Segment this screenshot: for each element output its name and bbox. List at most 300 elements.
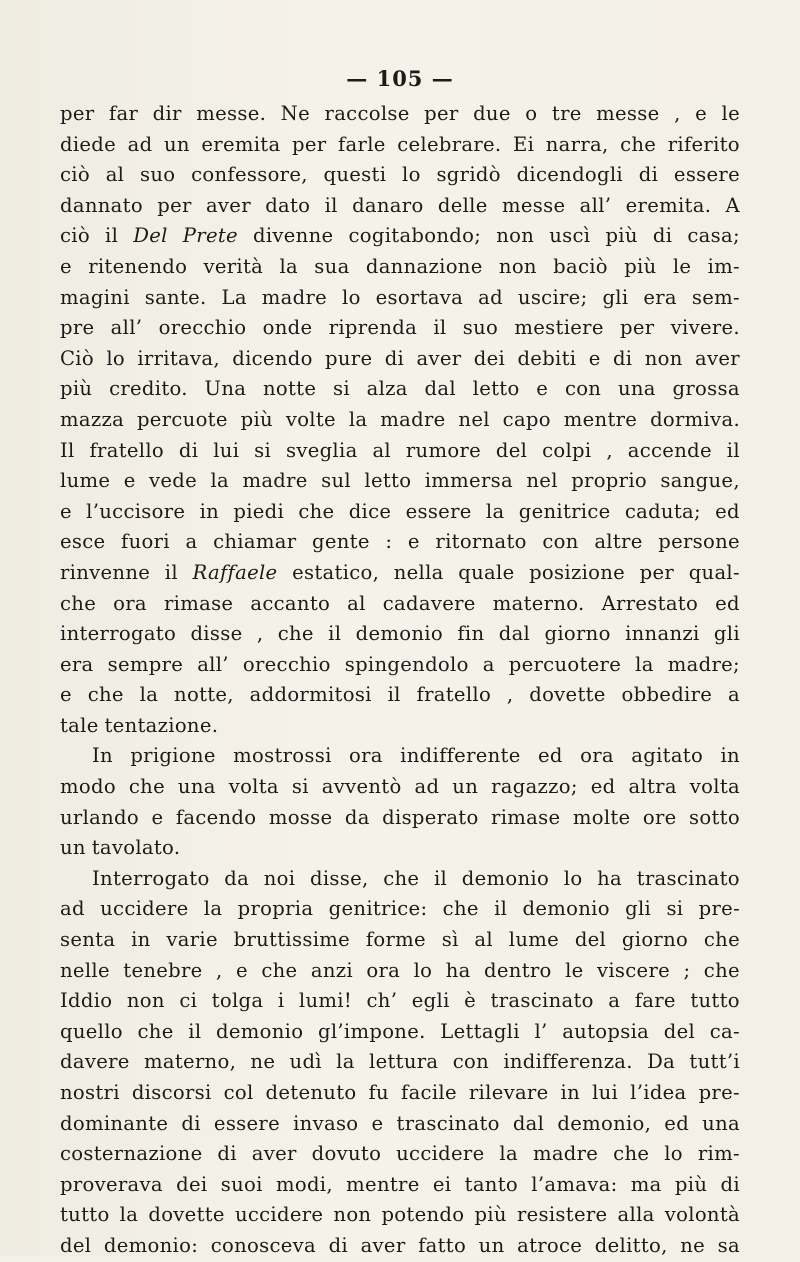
word: uscì [549, 224, 591, 248]
word: mentre [563, 407, 638, 431]
word: , [674, 102, 681, 125]
word: uccidere [396, 1142, 485, 1166]
word: ne [250, 1050, 276, 1074]
text-line [60, 619, 740, 650]
word: non [126, 989, 165, 1013]
word: essere [405, 499, 472, 523]
text-line [60, 436, 740, 467]
word: orecchio [242, 652, 331, 676]
word: esortava [375, 285, 464, 309]
word: genitrice: [328, 897, 428, 921]
word: questi [323, 163, 387, 187]
word: mentre [346, 1172, 420, 1196]
word: dal [512, 1111, 545, 1135]
word: lo [342, 285, 361, 309]
word: indifferente [400, 744, 521, 768]
word: colpi [542, 438, 592, 462]
word: notte, [174, 683, 234, 707]
word: accende [627, 438, 712, 462]
word: far [108, 102, 139, 125]
word: a [608, 989, 621, 1013]
text-line [60, 833, 740, 864]
word: ore [642, 805, 677, 829]
text-line [60, 1139, 740, 1170]
word: al [372, 438, 391, 462]
word: al [347, 591, 366, 615]
word: riprenda [328, 316, 418, 340]
word: viscere [596, 958, 671, 982]
word: lui [213, 438, 240, 462]
word: sangue, [660, 469, 740, 493]
word: un [60, 836, 86, 860]
word: fu [368, 1081, 389, 1104]
word: in [560, 1081, 581, 1104]
word: dentro [484, 958, 552, 982]
word: che [137, 1019, 174, 1043]
word: si [254, 438, 272, 462]
word: dei [176, 1172, 208, 1196]
word: lumi! [298, 989, 353, 1013]
text-line [60, 650, 740, 681]
word: delle [437, 193, 488, 217]
word: ritenendo [88, 254, 188, 278]
word: di [181, 1111, 201, 1135]
word: dovette [148, 1203, 225, 1227]
word: la [485, 499, 505, 523]
word: mazza [60, 407, 125, 431]
word: nel [458, 407, 490, 431]
word: aver [251, 1142, 297, 1166]
word: In [92, 744, 113, 768]
word: addormitosi [249, 683, 372, 707]
text-line [60, 589, 740, 620]
word: da [344, 805, 370, 829]
word: le [672, 254, 692, 278]
word: a [185, 530, 198, 554]
word: urlando [60, 805, 139, 829]
text-line [60, 283, 740, 314]
word: la [499, 1142, 518, 1166]
text-line [60, 344, 740, 375]
word: sua [314, 254, 350, 278]
word: pre- [698, 897, 740, 921]
word: l’idea [630, 1081, 687, 1104]
word: letto [364, 469, 412, 493]
word: senta [60, 928, 116, 952]
word: chiamar [213, 530, 297, 554]
word: ei [432, 1172, 452, 1196]
word: madre [380, 407, 446, 431]
word: tentazione. [104, 713, 219, 737]
word: a [482, 652, 495, 676]
word: facendo [175, 805, 257, 829]
word: del [574, 928, 607, 952]
word: la [119, 1203, 139, 1227]
word: capo [502, 407, 551, 431]
word: rim- [697, 1142, 740, 1166]
word: ed [715, 591, 740, 615]
word: facile [401, 1081, 457, 1104]
word: lo [402, 163, 421, 187]
word: confessore, [191, 163, 308, 187]
word: o [525, 102, 538, 125]
word: e [60, 683, 72, 707]
word: una [702, 1111, 740, 1135]
word: di [217, 1142, 237, 1166]
text-line [60, 221, 740, 252]
word: di [638, 163, 659, 187]
word: verità [203, 254, 264, 278]
word: tenebre [123, 958, 203, 982]
word: la [203, 897, 223, 921]
word: percuote [136, 407, 228, 431]
word: debiti [517, 346, 577, 370]
word: che [277, 622, 314, 646]
word: del [495, 438, 528, 462]
word: credito. [109, 377, 188, 401]
word: baciò [553, 254, 608, 278]
word: : [385, 530, 393, 554]
word: fare [634, 989, 676, 1013]
word: interrogato [60, 622, 177, 646]
word: cadavere [382, 591, 476, 615]
word: ad [60, 897, 85, 921]
word: lo [664, 1142, 683, 1166]
word: la [635, 652, 654, 676]
word: Arrestato [601, 591, 699, 615]
word: posizione [529, 560, 626, 584]
word: sante. [144, 285, 207, 309]
text-line [60, 527, 740, 558]
word: sgridò [436, 163, 501, 187]
word: celebrare. [397, 132, 502, 156]
word: nel [526, 469, 558, 493]
word: di [720, 1172, 740, 1196]
word: narra, [545, 132, 609, 156]
text-line [60, 925, 740, 956]
word: all’ [110, 316, 143, 340]
word: anzi [310, 958, 353, 982]
word: la [139, 683, 159, 707]
word: di [384, 346, 405, 370]
word: più [474, 1203, 507, 1227]
text-line [60, 711, 740, 742]
word: atroce [517, 1233, 583, 1257]
word: tolga [211, 989, 264, 1013]
word: dal [424, 377, 456, 401]
word: piedi [233, 499, 285, 523]
word: sotto [689, 805, 740, 829]
word: ragazzo; [491, 775, 578, 799]
word: non [496, 224, 535, 248]
word: magini [60, 285, 130, 309]
word: tutt’i [689, 1050, 740, 1074]
word: messe [501, 193, 566, 217]
word: notte [262, 377, 317, 401]
word: potendo [381, 1203, 465, 1227]
word: trascinato [636, 866, 740, 890]
word: materno. [492, 591, 585, 615]
word: il [726, 438, 740, 462]
word: al [474, 928, 493, 952]
word: e [371, 1111, 384, 1135]
word: discorsi [131, 1081, 212, 1104]
word: divenne [253, 224, 334, 248]
word: che [620, 132, 657, 156]
word: onde [262, 316, 313, 340]
word: egli [411, 989, 450, 1013]
word: prigione [130, 744, 216, 768]
word: e [695, 102, 708, 125]
word: il [164, 560, 178, 584]
word: Il [60, 438, 75, 462]
word: dovuto [311, 1142, 382, 1166]
word: orecchio [158, 316, 247, 340]
word: di [178, 438, 199, 462]
word: demonio [461, 866, 550, 890]
text-line [60, 741, 740, 772]
word: obbedire [621, 683, 713, 707]
word: più [674, 1172, 708, 1196]
word: Raffaele [192, 560, 278, 584]
word: con [542, 530, 579, 554]
word: demonio [355, 622, 443, 646]
text-line [60, 466, 740, 497]
word: trascinato [490, 989, 594, 1013]
word: spingendolo [344, 652, 469, 676]
word: dominante [60, 1111, 169, 1135]
word: del [663, 1019, 696, 1043]
word: eremita [201, 132, 281, 156]
text-line [60, 772, 740, 803]
word: uscire; [517, 285, 588, 309]
word: fratello [416, 683, 492, 707]
word: dannazione [365, 254, 483, 278]
word: sem- [691, 285, 740, 309]
word: in [199, 499, 220, 523]
word: una [177, 775, 216, 799]
word: con [564, 377, 602, 401]
word: agitato [631, 744, 704, 768]
word: e [123, 469, 136, 493]
word: ad [478, 285, 503, 309]
word: im- [707, 254, 740, 278]
word: si [332, 377, 350, 401]
word: sì [441, 928, 459, 952]
text-line [60, 803, 740, 834]
word: suoi [220, 1172, 263, 1196]
word: l’ [534, 1019, 548, 1043]
word: il [494, 897, 508, 921]
word: la [348, 407, 368, 431]
word: per [157, 193, 192, 217]
word: era [60, 652, 94, 676]
word: pre- [698, 1081, 740, 1104]
text-line [60, 1047, 740, 1078]
word: dannato [60, 193, 143, 217]
word: dal [498, 622, 531, 646]
word: per [619, 316, 655, 340]
word: ci [179, 989, 198, 1013]
word: , [506, 683, 514, 707]
word: modo [60, 775, 116, 799]
word: demonio: [103, 1233, 199, 1257]
word: di [652, 224, 673, 248]
text-line [60, 986, 740, 1017]
word: e [235, 958, 248, 982]
word: il [188, 1019, 202, 1043]
word: nostri [60, 1081, 120, 1104]
word: il [328, 622, 342, 646]
word: ed [538, 744, 563, 768]
word: lo [563, 866, 583, 890]
word: da [224, 866, 250, 890]
word: l’uccisore [86, 499, 186, 523]
word: che [87, 683, 124, 707]
word: delitto, [594, 1233, 668, 1257]
word: tale [60, 713, 99, 737]
word: gli [625, 897, 652, 921]
text-line [60, 160, 740, 191]
word: lettura [369, 1050, 439, 1074]
word: gl’impone. [317, 1019, 426, 1043]
word: rimase [491, 805, 561, 829]
word: caduta; [624, 499, 701, 523]
word: proprio [571, 469, 647, 493]
word: che [60, 591, 97, 615]
word: sa [717, 1233, 740, 1257]
word: il [387, 683, 401, 707]
word: mestiere [514, 316, 604, 340]
word: tavolato. [91, 836, 181, 860]
word: e [60, 499, 72, 523]
word: dice [348, 499, 392, 523]
word: mostrossi [233, 744, 332, 768]
word: A [725, 193, 740, 217]
word: dormiva. [650, 407, 740, 431]
word: ha [445, 958, 471, 982]
word: e [60, 254, 72, 278]
word: fatto [418, 1233, 467, 1257]
word: ed [590, 775, 616, 799]
word: gli [713, 622, 740, 646]
word: sul [321, 469, 351, 493]
word: accanto [250, 591, 331, 615]
word: lo [106, 346, 125, 370]
text-line [60, 864, 740, 895]
word: tre [551, 102, 582, 125]
word: all’ [579, 193, 612, 217]
word: trascinato [396, 1111, 500, 1135]
word: dicendo [232, 346, 313, 370]
word: proverava [60, 1172, 163, 1196]
word: volta [689, 775, 740, 799]
word: propria [237, 897, 314, 921]
word: indifferenza. [503, 1050, 633, 1074]
word: tutto [690, 989, 740, 1013]
word: due [473, 102, 511, 125]
word: Da [647, 1050, 676, 1074]
word: ora [113, 591, 147, 615]
word: disperato [382, 805, 479, 829]
word: immersa [424, 469, 513, 493]
word: quale [458, 560, 515, 584]
word: , [606, 438, 613, 462]
word: ed [664, 1111, 690, 1135]
word: che [703, 958, 740, 982]
word: le [565, 958, 584, 982]
word: uccidere [100, 897, 189, 921]
word: per [424, 102, 459, 125]
word: sempre [107, 652, 184, 676]
text-line [60, 680, 740, 711]
word: aver [360, 1233, 406, 1257]
word: volte [285, 407, 336, 431]
word: giorno [544, 622, 611, 646]
word: Del [133, 224, 168, 248]
word: mosse [268, 805, 333, 829]
text-line [60, 405, 740, 436]
word: ad [127, 132, 153, 156]
text-line [60, 130, 740, 161]
word: Lettagli [440, 1019, 520, 1043]
word: ora [349, 744, 383, 768]
word: pure [325, 346, 373, 370]
word: tutto [60, 1203, 110, 1227]
word: Ciò [60, 346, 94, 370]
word: altra [628, 775, 677, 799]
word: riferito [667, 132, 740, 156]
word: per [639, 560, 675, 584]
word: essere [213, 1111, 280, 1135]
word: che [298, 499, 335, 523]
word: ed [715, 499, 740, 523]
word: si [291, 775, 309, 799]
text-line [60, 1231, 740, 1262]
word: del [60, 1233, 92, 1257]
word: percuotere [508, 652, 622, 676]
word: vivere. [670, 316, 740, 340]
word: col [223, 1081, 254, 1104]
word: che [383, 866, 420, 890]
word: fuori [121, 530, 170, 554]
word: dato [265, 193, 311, 217]
word: suo [140, 163, 176, 187]
text-line [60, 558, 740, 589]
word: lume [508, 928, 560, 952]
word: il [324, 193, 338, 217]
word: che [442, 897, 479, 921]
word: e [536, 377, 549, 401]
word: ch’ [366, 989, 398, 1013]
text-line [60, 1200, 740, 1231]
word: nella [393, 560, 444, 584]
word: raccolse [324, 102, 410, 125]
word: più [60, 377, 93, 401]
word: che [128, 775, 165, 799]
word: molte [572, 805, 631, 829]
word: più [605, 224, 638, 248]
word: innanzi [625, 622, 700, 646]
word: disse [190, 622, 243, 646]
word: all’ [197, 652, 229, 676]
word: rumore [405, 438, 482, 462]
word: lume [60, 469, 111, 493]
word: i [277, 989, 285, 1013]
word: fratello [89, 438, 164, 462]
word: con [452, 1050, 490, 1074]
word: giorno [621, 928, 689, 952]
